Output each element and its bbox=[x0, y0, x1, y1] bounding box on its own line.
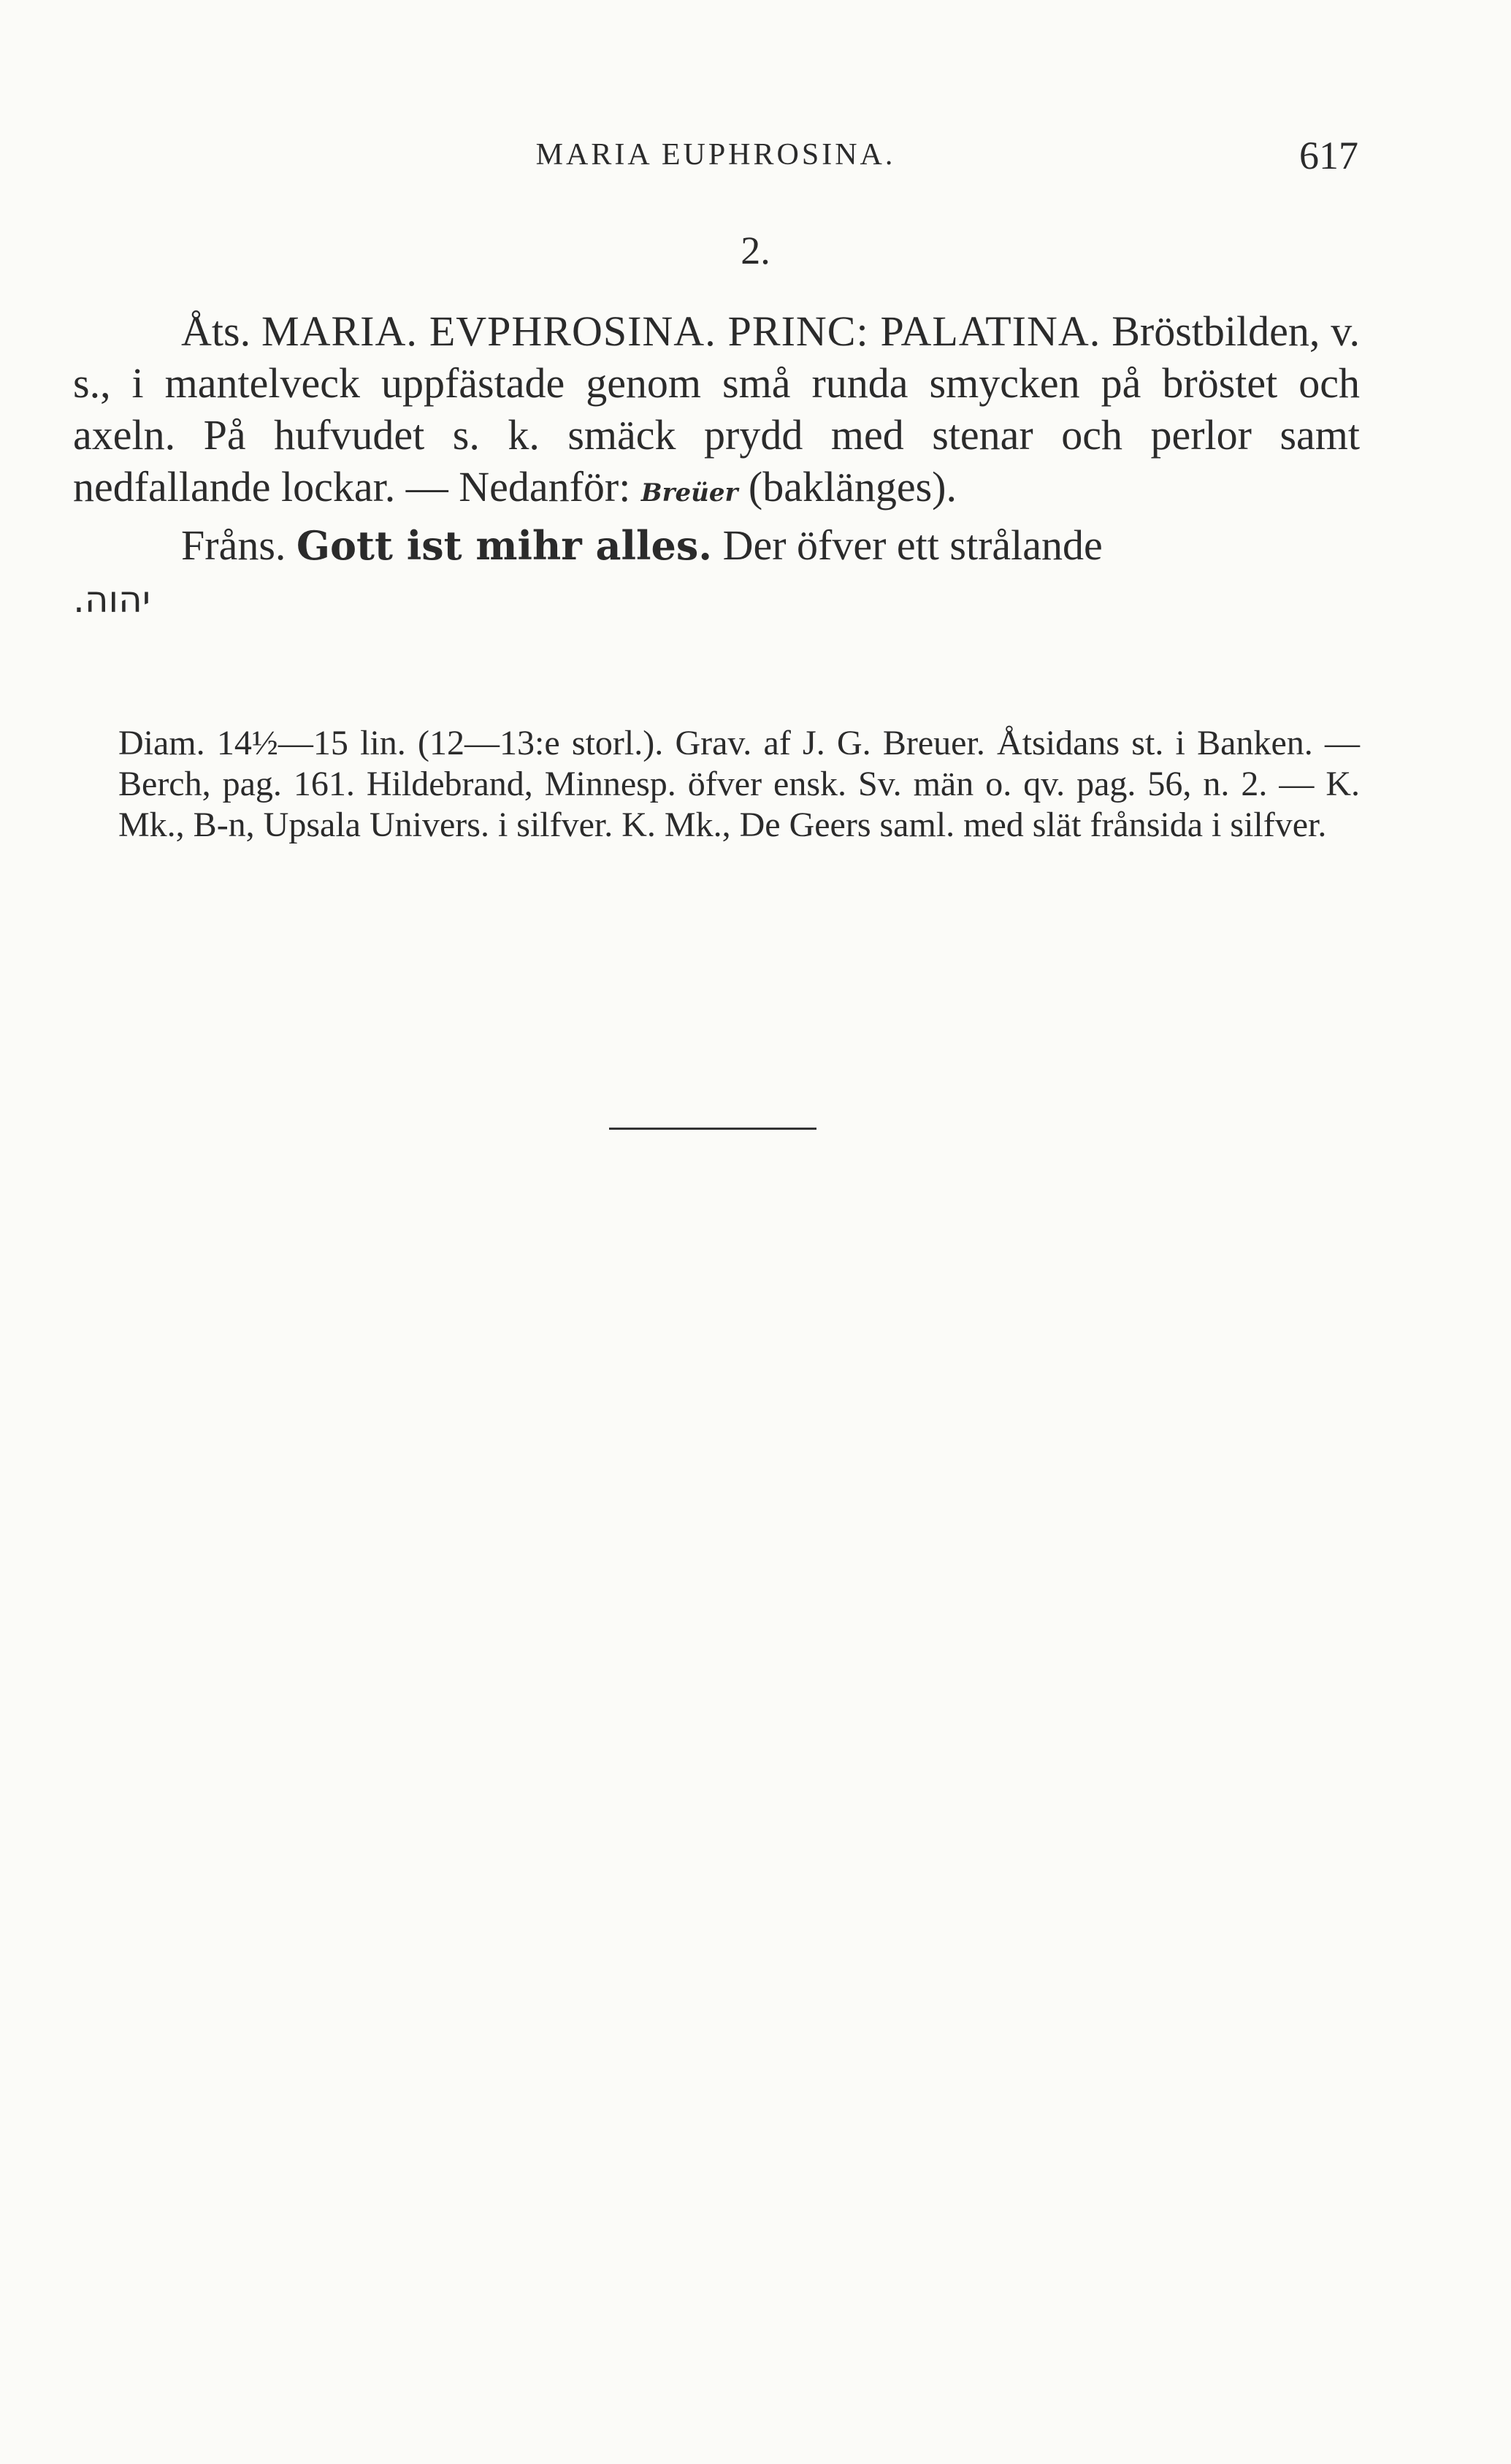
signature-note: (baklänges). bbox=[748, 463, 957, 510]
end-rule bbox=[609, 1128, 816, 1130]
obverse-paragraph bbox=[73, 305, 1360, 519]
reverse-label: Fråns. bbox=[181, 521, 286, 569]
notes bbox=[118, 723, 1360, 846]
obverse-label: Åts. bbox=[181, 307, 251, 355]
running-title: MARIA EUPHROSINA. bbox=[535, 138, 896, 172]
page-number: 617 bbox=[1299, 134, 1358, 177]
reverse-paragraph bbox=[73, 519, 1360, 572]
hebrew-line bbox=[73, 572, 1360, 624]
hebrew-tetragrammaton: יהוה. bbox=[73, 578, 151, 621]
main-text bbox=[73, 305, 1360, 624]
page-header bbox=[73, 133, 1358, 177]
reverse-motto: Gott ist mihr alles. bbox=[296, 522, 713, 569]
section-number: 2. bbox=[741, 229, 770, 272]
reverse-description: Der öfver ett strålande bbox=[722, 521, 1103, 569]
notes-paragraph: Diam. 14½—15 lin. (12—13:e storl.). Grav. af J. G. Breuer. Åtsidans st. i Banken. — Berch, pag. 161. Hildebrand, Minnesp. öfver ensk. Sv. män o. qv. pag. 56, n. 2. — K. Mk., B-n, Upsala Univers. i silfver. K. Mk., De Geers saml. med slät frånsida i silfver. bbox=[118, 724, 1360, 844]
obverse-description: Bröstbilden, v. s., i mantelveck uppfästade genom små runda smycken på bröstet och axeln. På hufvudet s. k. smäck prydd med stenar och perlor samt nedfallande lockar. — Nedanför: bbox=[73, 307, 1361, 510]
engraver-signature: Breüer bbox=[640, 478, 738, 508]
obverse-inscription: MARIA. EVPHROSINA. PRINC: PALATINA. bbox=[261, 307, 1101, 355]
